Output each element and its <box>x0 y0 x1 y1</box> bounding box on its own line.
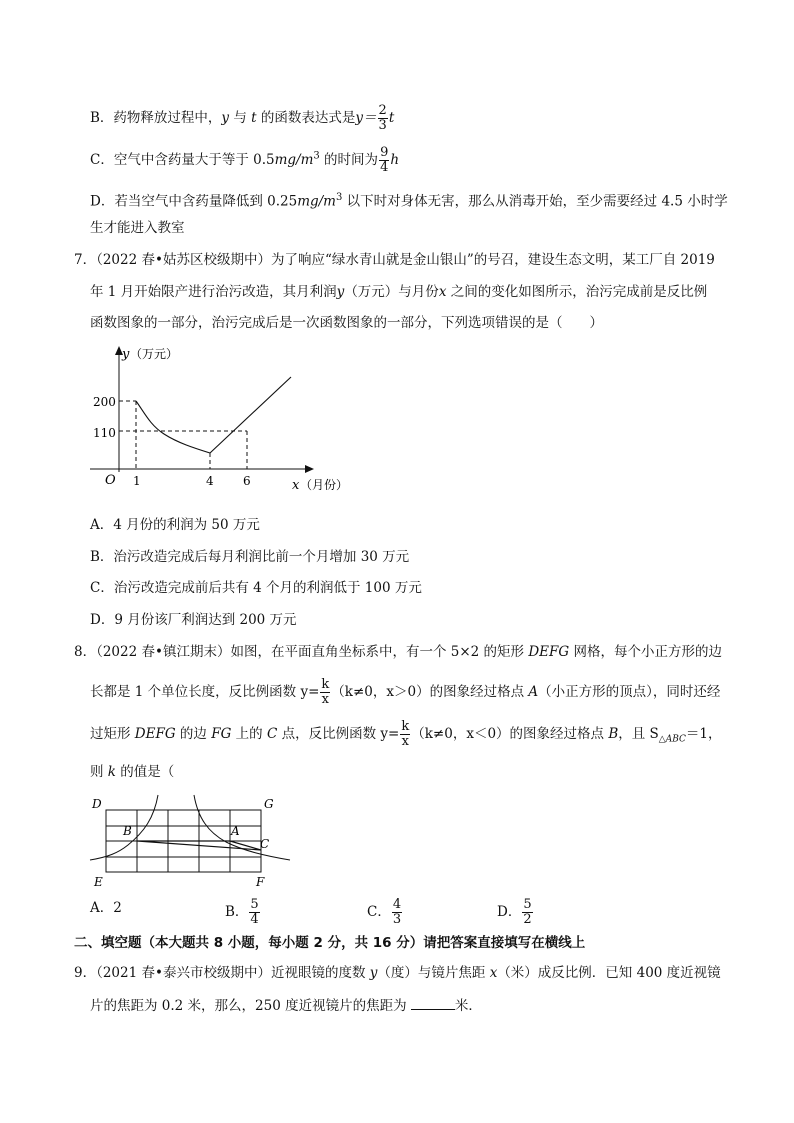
q7-option-a: A．4 月份的利润为 50 万元 <box>90 517 260 533</box>
label-B: B <box>123 824 132 838</box>
inverse-proportion-curve <box>136 401 210 453</box>
q8-stem-line4: 则 k 的值是（ <box>90 764 175 780</box>
right-hyperbola-branch <box>194 795 290 860</box>
q9-stem-line1: 9．（2021 春•泰兴市校级期中）近视眼镜的度数 y（度）与镜片焦距 x（米）成反比例．已知 400 度近视镜 <box>74 965 721 981</box>
q7-stem-line3: 函数图象的一部分，治污完成后是一次函数图象的一部分，下列选项错误的是（ ） <box>90 315 603 331</box>
q7-option-d: D．9 月份该厂利润达到 200 万元 <box>90 612 297 628</box>
y-tick-110: 110 <box>93 426 116 440</box>
q8-option-a: A．2 <box>90 900 122 916</box>
q8-grid-figure <box>86 790 296 890</box>
fraction-k-over-x-2: $\frac{k}{x}$ <box>401 719 410 749</box>
q6-option-b: B．药物释放过程中，y 与 t 的函数表达式是y＝ $\frac{2}{3}$ t <box>90 103 395 133</box>
q6-option-d-line2: 生才能进入教室 <box>90 220 185 236</box>
q6-option-c: C．空气中含药量大于等于 $0.5mg/m^3$ 的时间为 $\frac{9}{4}$ h <box>90 145 400 175</box>
fraction-9-4: $\frac{9}{4}$ <box>380 145 389 175</box>
x-axis-arrow <box>305 465 314 473</box>
q8-stem-line2: 长都是 1 个单位长度，反比例函数 y= $\frac{k}{x}$ （k≠0，x＞0）的图象经过格点 A（小正方形的顶点），同时还经 <box>90 677 721 707</box>
label-C: C <box>260 837 270 851</box>
q8-stem-line1: 8．（2022 春•镇江期末）如图，在平面直角坐标系中，有一个 5×2 的矩形 DEFG 网格，每个小正方形的边 <box>74 644 722 660</box>
q8-option-c: C． $\frac{4}{3}$ <box>367 897 402 927</box>
origin-label: O <box>105 473 116 488</box>
label-G: G <box>264 797 274 811</box>
q8-option-d: D． $\frac{5}{2}$ <box>497 897 532 927</box>
section-fill-in-title: 二、填空题（本大题共 8 小题，每小题 2 分，共 16 分）请把答案直接填写在横线上 <box>74 935 586 951</box>
q8-option-b: B． $\frac{5}{4}$ <box>225 897 259 927</box>
label-A: A <box>231 824 240 838</box>
q7-option-c: C．治污改造完成前后共有 4 个月的利润低于 100 万元 <box>90 580 422 596</box>
x-axis-label-var: x <box>292 478 300 493</box>
q7-stem-line1: 7．（2022 春•姑苏区校级期中）为了响应“绿水青山就是金山银山”的号召，建设生态文明，某工厂自 2019 <box>74 252 715 268</box>
y-axis-label-var: y <box>122 347 130 362</box>
y-tick-200: 200 <box>93 395 116 409</box>
q7-profit-graph <box>86 342 366 502</box>
x-tick-4: 4 <box>206 474 214 488</box>
label-E: E <box>94 875 103 889</box>
x-tick-6: 6 <box>243 474 251 488</box>
fraction-5-4: $\frac{5}{4}$ <box>250 897 259 927</box>
fraction-k-over-x: $\frac{k}{x}$ <box>321 677 330 707</box>
q8-stem-line3: 过矩形 DEFG 的边 FG 上的 C 点，反比例函数 y= $\frac{k}{x}$ （k≠0，x＜0）的图象经过格点 B，且 $S_{\triangle ABC}=1$， <box>90 719 722 749</box>
x-axis-label-unit: （月份） <box>300 478 349 492</box>
linear-segment <box>210 377 291 453</box>
y-axis-label-unit: （万元） <box>130 347 179 361</box>
q7-stem-line2: 年 1 月开始限产进行治污改造，其月利润y（万元）与月份x 之间的变化如图所示，治污完成前是反比例 <box>90 284 708 300</box>
fraction-2-3: $\frac{2}{3}$ <box>378 103 387 133</box>
answer-blank[interactable] <box>411 995 455 1010</box>
label-D: D <box>92 797 102 811</box>
label-F: F <box>256 875 265 889</box>
x-tick-1: 1 <box>133 474 141 488</box>
fraction-5-2: $\frac{5}{2}$ <box>523 897 532 927</box>
q6-option-d-line1: D．若当空气中含药量降低到 $0.25mg/m^3$ 以下时对身体无害，那么从消毒开始，至少需要经过 4.5 小时学 <box>90 192 728 210</box>
q7-option-b: B．治污改造完成后每月利润比前一个月增加 30 万元 <box>90 549 410 565</box>
q9-stem-line2: 片的焦距为 0.2 米，那么，250 度近视镜片的焦距为 米． <box>90 995 482 1016</box>
fraction-4-3: $\frac{4}{3}$ <box>392 897 402 927</box>
